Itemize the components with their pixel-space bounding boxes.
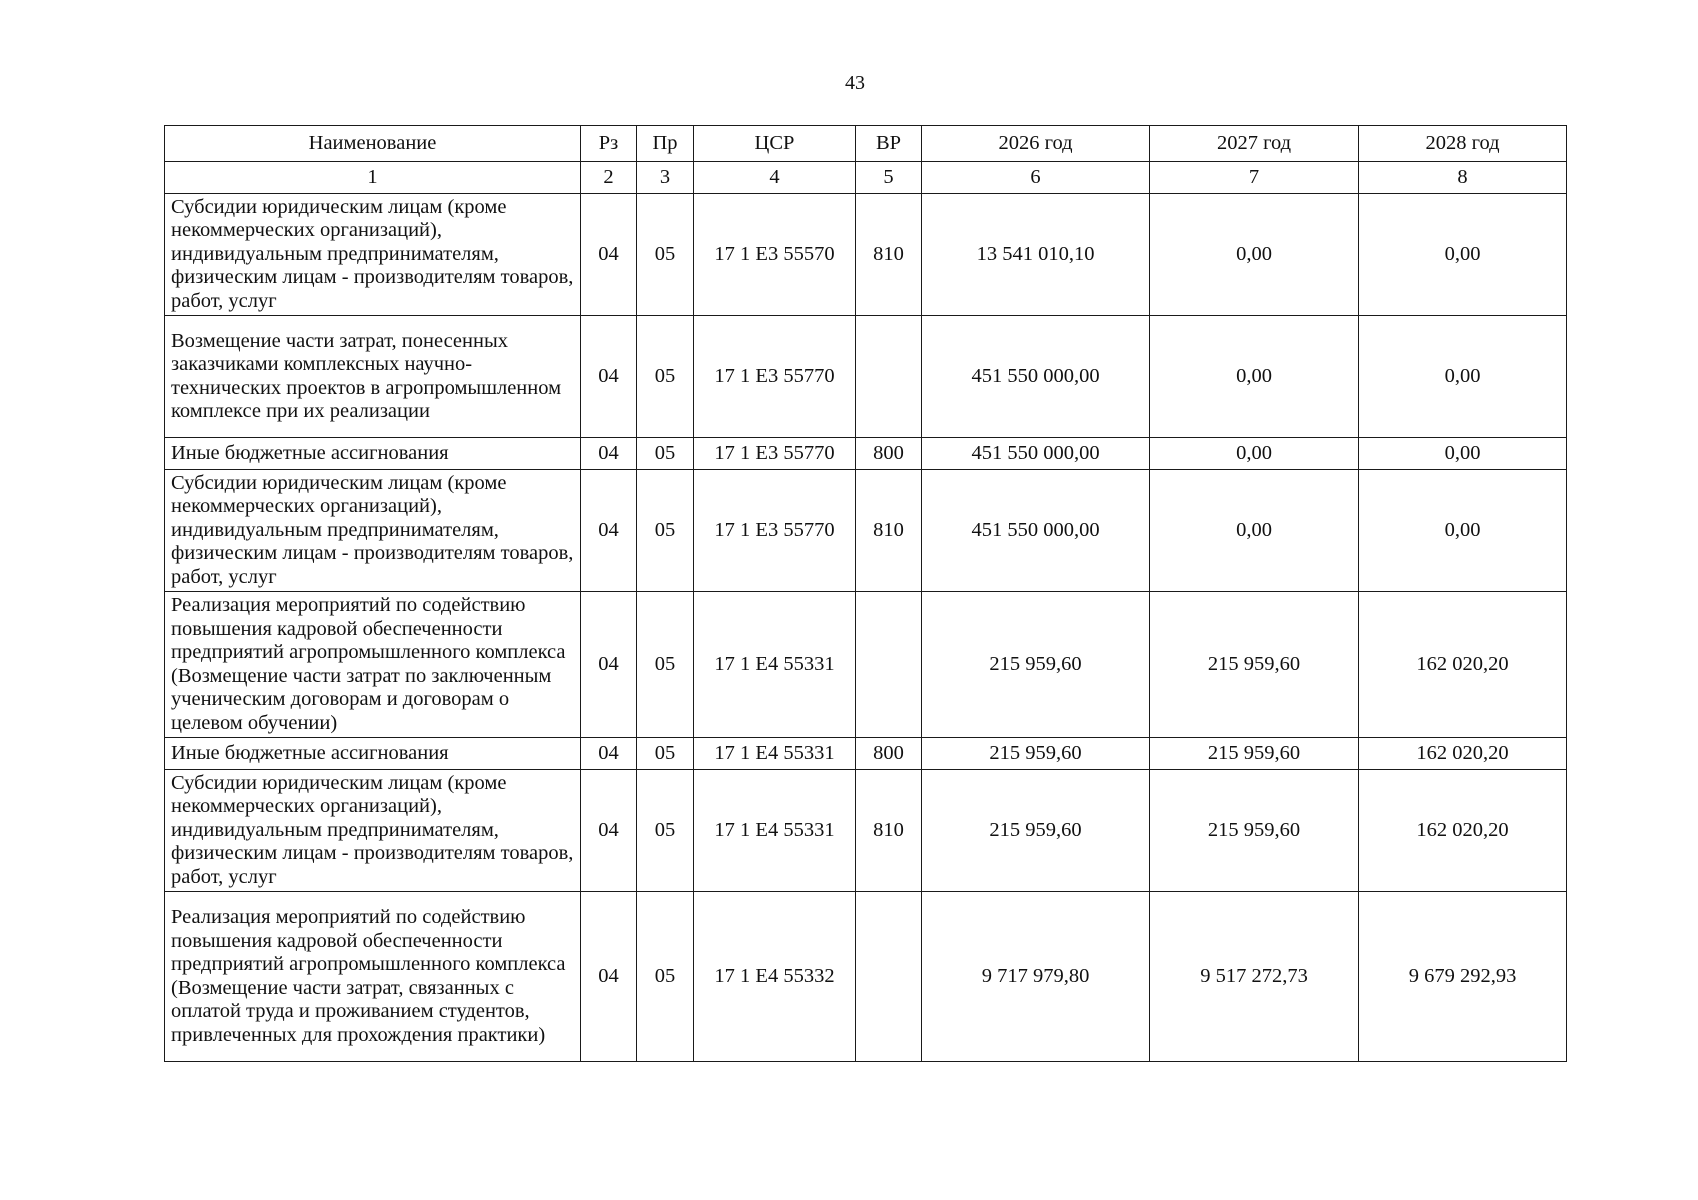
row-vr: 810 xyxy=(856,194,922,316)
row-pr: 05 xyxy=(637,316,694,438)
row-csr: 17 1 Е4 55331 xyxy=(694,738,856,770)
header-name: Наименование xyxy=(165,126,581,162)
row-2028: 0,00 xyxy=(1359,194,1567,316)
row-2028: 162 020,20 xyxy=(1359,770,1567,892)
row-rz: 04 xyxy=(581,470,637,592)
row-name: Иные бюджетные ассигнования xyxy=(165,438,581,470)
row-pr: 05 xyxy=(637,592,694,738)
row-rz: 04 xyxy=(581,316,637,438)
header-2027: 2027 год xyxy=(1150,126,1359,162)
row-rz: 04 xyxy=(581,438,637,470)
row-pr: 05 xyxy=(637,770,694,892)
table-row xyxy=(165,438,1567,470)
row-vr xyxy=(856,316,922,438)
row-2027: 0,00 xyxy=(1150,316,1359,438)
table-row xyxy=(165,316,1567,438)
header-row xyxy=(165,126,1567,162)
row-2026: 215 959,60 xyxy=(922,770,1150,892)
row-vr: 800 xyxy=(856,738,922,770)
row-rz: 04 xyxy=(581,738,637,770)
row-pr: 05 xyxy=(637,892,694,1062)
row-2028: 162 020,20 xyxy=(1359,592,1567,738)
row-name: Субсидии юридическим лицам (кроме некоммерческих организаций), индивидуальным предпринимателям, физическим лицам - производителям товаров, работ, услуг xyxy=(165,770,581,892)
row-vr xyxy=(856,892,922,1062)
row-2026: 215 959,60 xyxy=(922,738,1150,770)
row-name: Реализация мероприятий по содействию повышения кадровой обеспеченности предприятий агропромышленного комплекса (Возмещение части затрат, связанных с оплатой труда и проживанием студентов, привлеченных для прохождения практики) xyxy=(165,892,581,1062)
row-name: Субсидии юридическим лицам (кроме некоммерческих организаций), индивидуальным предпринимателям, физическим лицам - производителям товаров, работ, услуг xyxy=(165,470,581,592)
column-number: 3 xyxy=(637,162,694,194)
column-number: 6 xyxy=(922,162,1150,194)
row-2026: 13 541 010,10 xyxy=(922,194,1150,316)
row-rz: 04 xyxy=(581,770,637,892)
table-row xyxy=(165,592,1567,738)
row-pr: 05 xyxy=(637,470,694,592)
row-2026: 9 717 979,80 xyxy=(922,892,1150,1062)
table-row xyxy=(165,738,1567,770)
row-2027: 0,00 xyxy=(1150,194,1359,316)
row-2026: 215 959,60 xyxy=(922,592,1150,738)
row-name: Возмещение части затрат, понесенных заказчиками комплексных научно-технических проектов в агропромышленном комплексе при их реализации xyxy=(165,316,581,438)
row-csr: 17 1 Е3 55770 xyxy=(694,316,856,438)
column-number: 4 xyxy=(694,162,856,194)
row-rz: 04 xyxy=(581,892,637,1062)
row-2027: 0,00 xyxy=(1150,470,1359,592)
row-vr xyxy=(856,592,922,738)
row-2027: 0,00 xyxy=(1150,438,1359,470)
row-pr: 05 xyxy=(637,738,694,770)
table-row xyxy=(165,892,1567,1062)
column-number-row xyxy=(165,162,1567,194)
row-2026: 451 550 000,00 xyxy=(922,470,1150,592)
row-2028: 9 679 292,93 xyxy=(1359,892,1567,1062)
row-pr: 05 xyxy=(637,194,694,316)
column-number: 2 xyxy=(581,162,637,194)
column-number: 8 xyxy=(1359,162,1567,194)
header-2028: 2028 год xyxy=(1359,126,1567,162)
table-row xyxy=(165,194,1567,316)
row-pr: 05 xyxy=(637,438,694,470)
header-2026: 2026 год xyxy=(922,126,1150,162)
table-row xyxy=(165,470,1567,592)
row-name: Реализация мероприятий по содействию повышения кадровой обеспеченности предприятий агропромышленного комплекса (Возмещение части затрат по заключенным ученическим договорам и договорам о целевом обучении) xyxy=(165,592,581,738)
column-number: 5 xyxy=(856,162,922,194)
row-2027: 215 959,60 xyxy=(1150,592,1359,738)
row-vr: 810 xyxy=(856,470,922,592)
row-2026: 451 550 000,00 xyxy=(922,438,1150,470)
row-rz: 04 xyxy=(581,592,637,738)
row-rz: 04 xyxy=(581,194,637,316)
page-number: 43 xyxy=(845,72,865,94)
table-row xyxy=(165,770,1567,892)
row-csr: 17 1 Е4 55331 xyxy=(694,770,856,892)
row-name: Иные бюджетные ассигнования xyxy=(165,738,581,770)
row-2027: 215 959,60 xyxy=(1150,738,1359,770)
row-csr: 17 1 Е3 55570 xyxy=(694,194,856,316)
header-rz: Рз xyxy=(581,126,637,162)
row-vr: 800 xyxy=(856,438,922,470)
column-number: 7 xyxy=(1150,162,1359,194)
row-csr: 17 1 Е3 55770 xyxy=(694,470,856,592)
row-2028: 0,00 xyxy=(1359,316,1567,438)
row-2028: 162 020,20 xyxy=(1359,738,1567,770)
header-vr: ВР xyxy=(856,126,922,162)
row-name: Субсидии юридическим лицам (кроме некоммерческих организаций), индивидуальным предпринимателям, физическим лицам - производителям товаров, работ, услуг xyxy=(165,194,581,316)
row-csr: 17 1 Е3 55770 xyxy=(694,438,856,470)
row-csr: 17 1 Е4 55331 xyxy=(694,592,856,738)
row-2026: 451 550 000,00 xyxy=(922,316,1150,438)
row-csr: 17 1 Е4 55332 xyxy=(694,892,856,1062)
header-csr: ЦСР xyxy=(694,126,856,162)
budget-table xyxy=(164,125,1567,1062)
row-2028: 0,00 xyxy=(1359,438,1567,470)
row-2027: 215 959,60 xyxy=(1150,770,1359,892)
row-vr: 810 xyxy=(856,770,922,892)
column-number: 1 xyxy=(165,162,581,194)
row-2027: 9 517 272,73 xyxy=(1150,892,1359,1062)
row-2028: 0,00 xyxy=(1359,470,1567,592)
header-pr: Пр xyxy=(637,126,694,162)
